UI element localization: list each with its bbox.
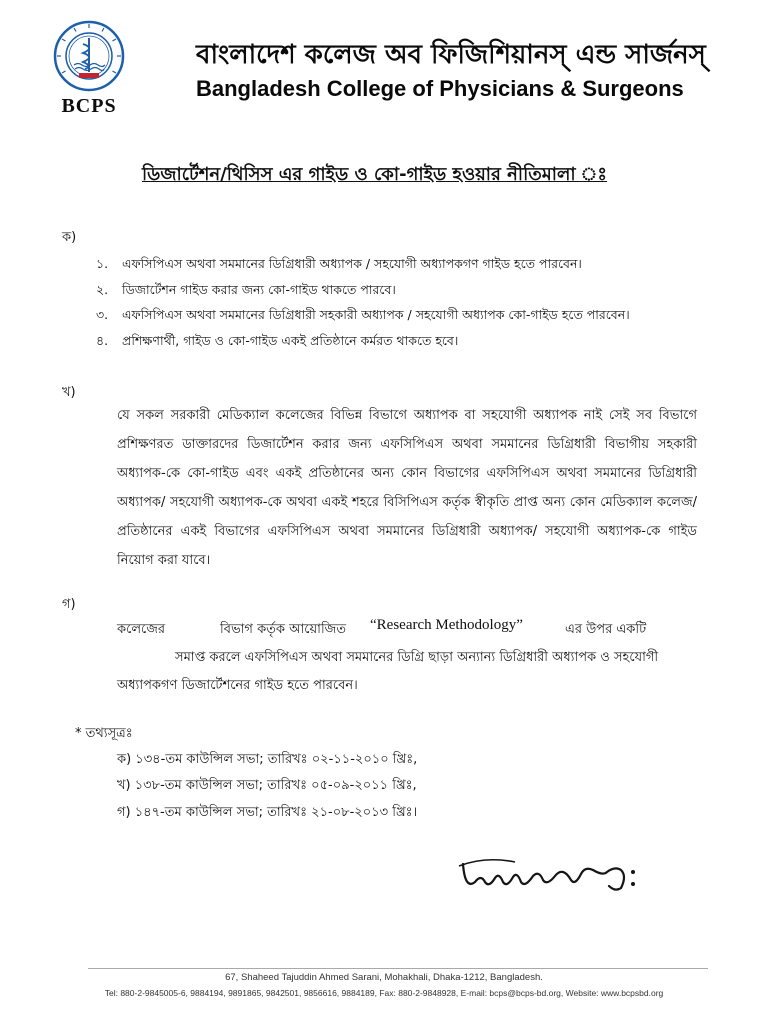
item-text: ডিজার্টেশন গাইড করার জন্য কো-গাইড থাকতে পারবে। [122, 282, 396, 297]
ga-course-name: “Research Methodology” [370, 617, 523, 633]
footer-contact: Tel: 880-2-9845005-6, 9884194, 9891865, 9842501, 9856616, 9884189, Fax: 880-2-9848928, E-mail: bcps@bcps-bd.org, Website: www.bcpsbd.org [104, 988, 664, 998]
item-number: ২. [96, 282, 109, 297]
handwritten-signature [455, 846, 655, 896]
item-number: ৩. [96, 307, 109, 322]
footer-divider [88, 968, 708, 969]
item-text: প্রশিক্ষণার্থী, গাইড ও কো-গাইড একই প্রতিষ্ঠানে কর্মরত থাকতে হবে। [122, 333, 459, 348]
item-text: এফসিপিএস অথবা সমমানের ডিগ্রিধারী অধ্যাপক / সহযোগী অধ্যাপকগণ গাইড হতে পারবেন। [122, 256, 582, 271]
list-item [96, 307, 630, 327]
ga-line-two: সমাপ্ত করলে এফসিপিএস অথবা সমমানের ডিগ্রি ছাড়া অন্যান্য ডিগ্রিধারী অধ্যাপক ও সহযোগী [175, 650, 659, 665]
institution-title-bangla: বাংলাদেশ কলেজ অব ফিজিশিয়ানস্ এন্ড সার্জনস্ [196, 40, 706, 70]
ga-line-three: অধ্যাপকগণ ডিজার্টেশনের গাইড হতে পারবেন। [117, 678, 358, 693]
bcps-logo [44, 20, 134, 92]
ga-on-which: এর উপর একটি [565, 622, 647, 637]
section-kha-label: খ) [62, 385, 76, 400]
list-item [96, 256, 582, 276]
item-number: ১. [96, 256, 109, 271]
ga-organized-by: বিভাগ কর্তৃক আয়োজিত [220, 622, 347, 637]
document-headline: ডিজার্টেশন/থিসিস এর গাইড ও কো-গাইড হওয়ার নীতিমালা ঃ [142, 164, 608, 185]
ga-college-word: কলেজের [117, 622, 166, 637]
reference-item: গ) ১৪৭-তম কাউন্সিল সভা; তারিখঃ ২১-০৮-২০১৩ খ্রিঃ। [117, 805, 418, 820]
reference-item: ক) ১৩৪-তম কাউন্সিল সভা; তারিখঃ ০২-১১-২০১০ খ্রিঃ, [117, 752, 418, 767]
references-label: * তথ্যসূত্রঃ [75, 726, 133, 741]
footer-address: 67, Shaheed Tajuddin Ahmed Sarani, Mohakhali, Dhaka-1212, Bangladesh. [225, 972, 543, 983]
section-ga-label: গ) [62, 597, 76, 612]
institution-title-english: Bangladesh College of Physicians & Surgeons [196, 76, 684, 101]
list-item [96, 333, 458, 353]
reference-item: খ) ১৩৮-তম কাউন্সিল সভা; তারিখঃ ০৫-০৯-২০১১ খ্রিঃ, [117, 778, 417, 793]
section-kha-paragraph: যে সকল সরকারী মেডিক্যাল কলেজের বিভিন্ন বিভাগে অধ্যাপক বা সহযোগী অধ্যাপক নাই সেই সব বিভাগে প্রশিক্ষণরত ডাক্তারদের ডিজার্টেশন করার জন্য এফসিপিএস অথবা সমমানের ডিগ্রিধারী বিভাগীয় সহকারী অধ্যাপক-কে কো-গাইড এবং একই প্রতিষ্ঠানের অন্য কোন বিভাগের এফসিপিএস অথবা সমমানের ডিগ্রিধারী অধ্যাপক/ সহযোগী অধ্যাপক-কে অথবা একই শহরে বিসিপিএস কর্তৃক স্বীকৃতি প্রাপ্ত অন্য কোন মেডিক্যাল কলেজ/প্রতিষ্ঠানের একই বিভাগের এফসিপিএস অথবা সমমানের ডিগ্রিধারী অধ্যাপক/ সহযোগী অধ্যাপক-কে গাইড নিয়োগ করা যাবে। [117, 408, 697, 568]
section-ka-label: ক) [62, 230, 77, 245]
item-number: ৪. [96, 333, 109, 348]
logo-wordmark: BCPS [61, 95, 117, 117]
item-text: এফসিপিএস অথবা সমমানের ডিগ্রিধারী সহকারী অধ্যাপক / সহযোগী অধ্যাপক কো-গাইড হতে পারবেন। [122, 307, 630, 322]
list-item [96, 282, 396, 302]
